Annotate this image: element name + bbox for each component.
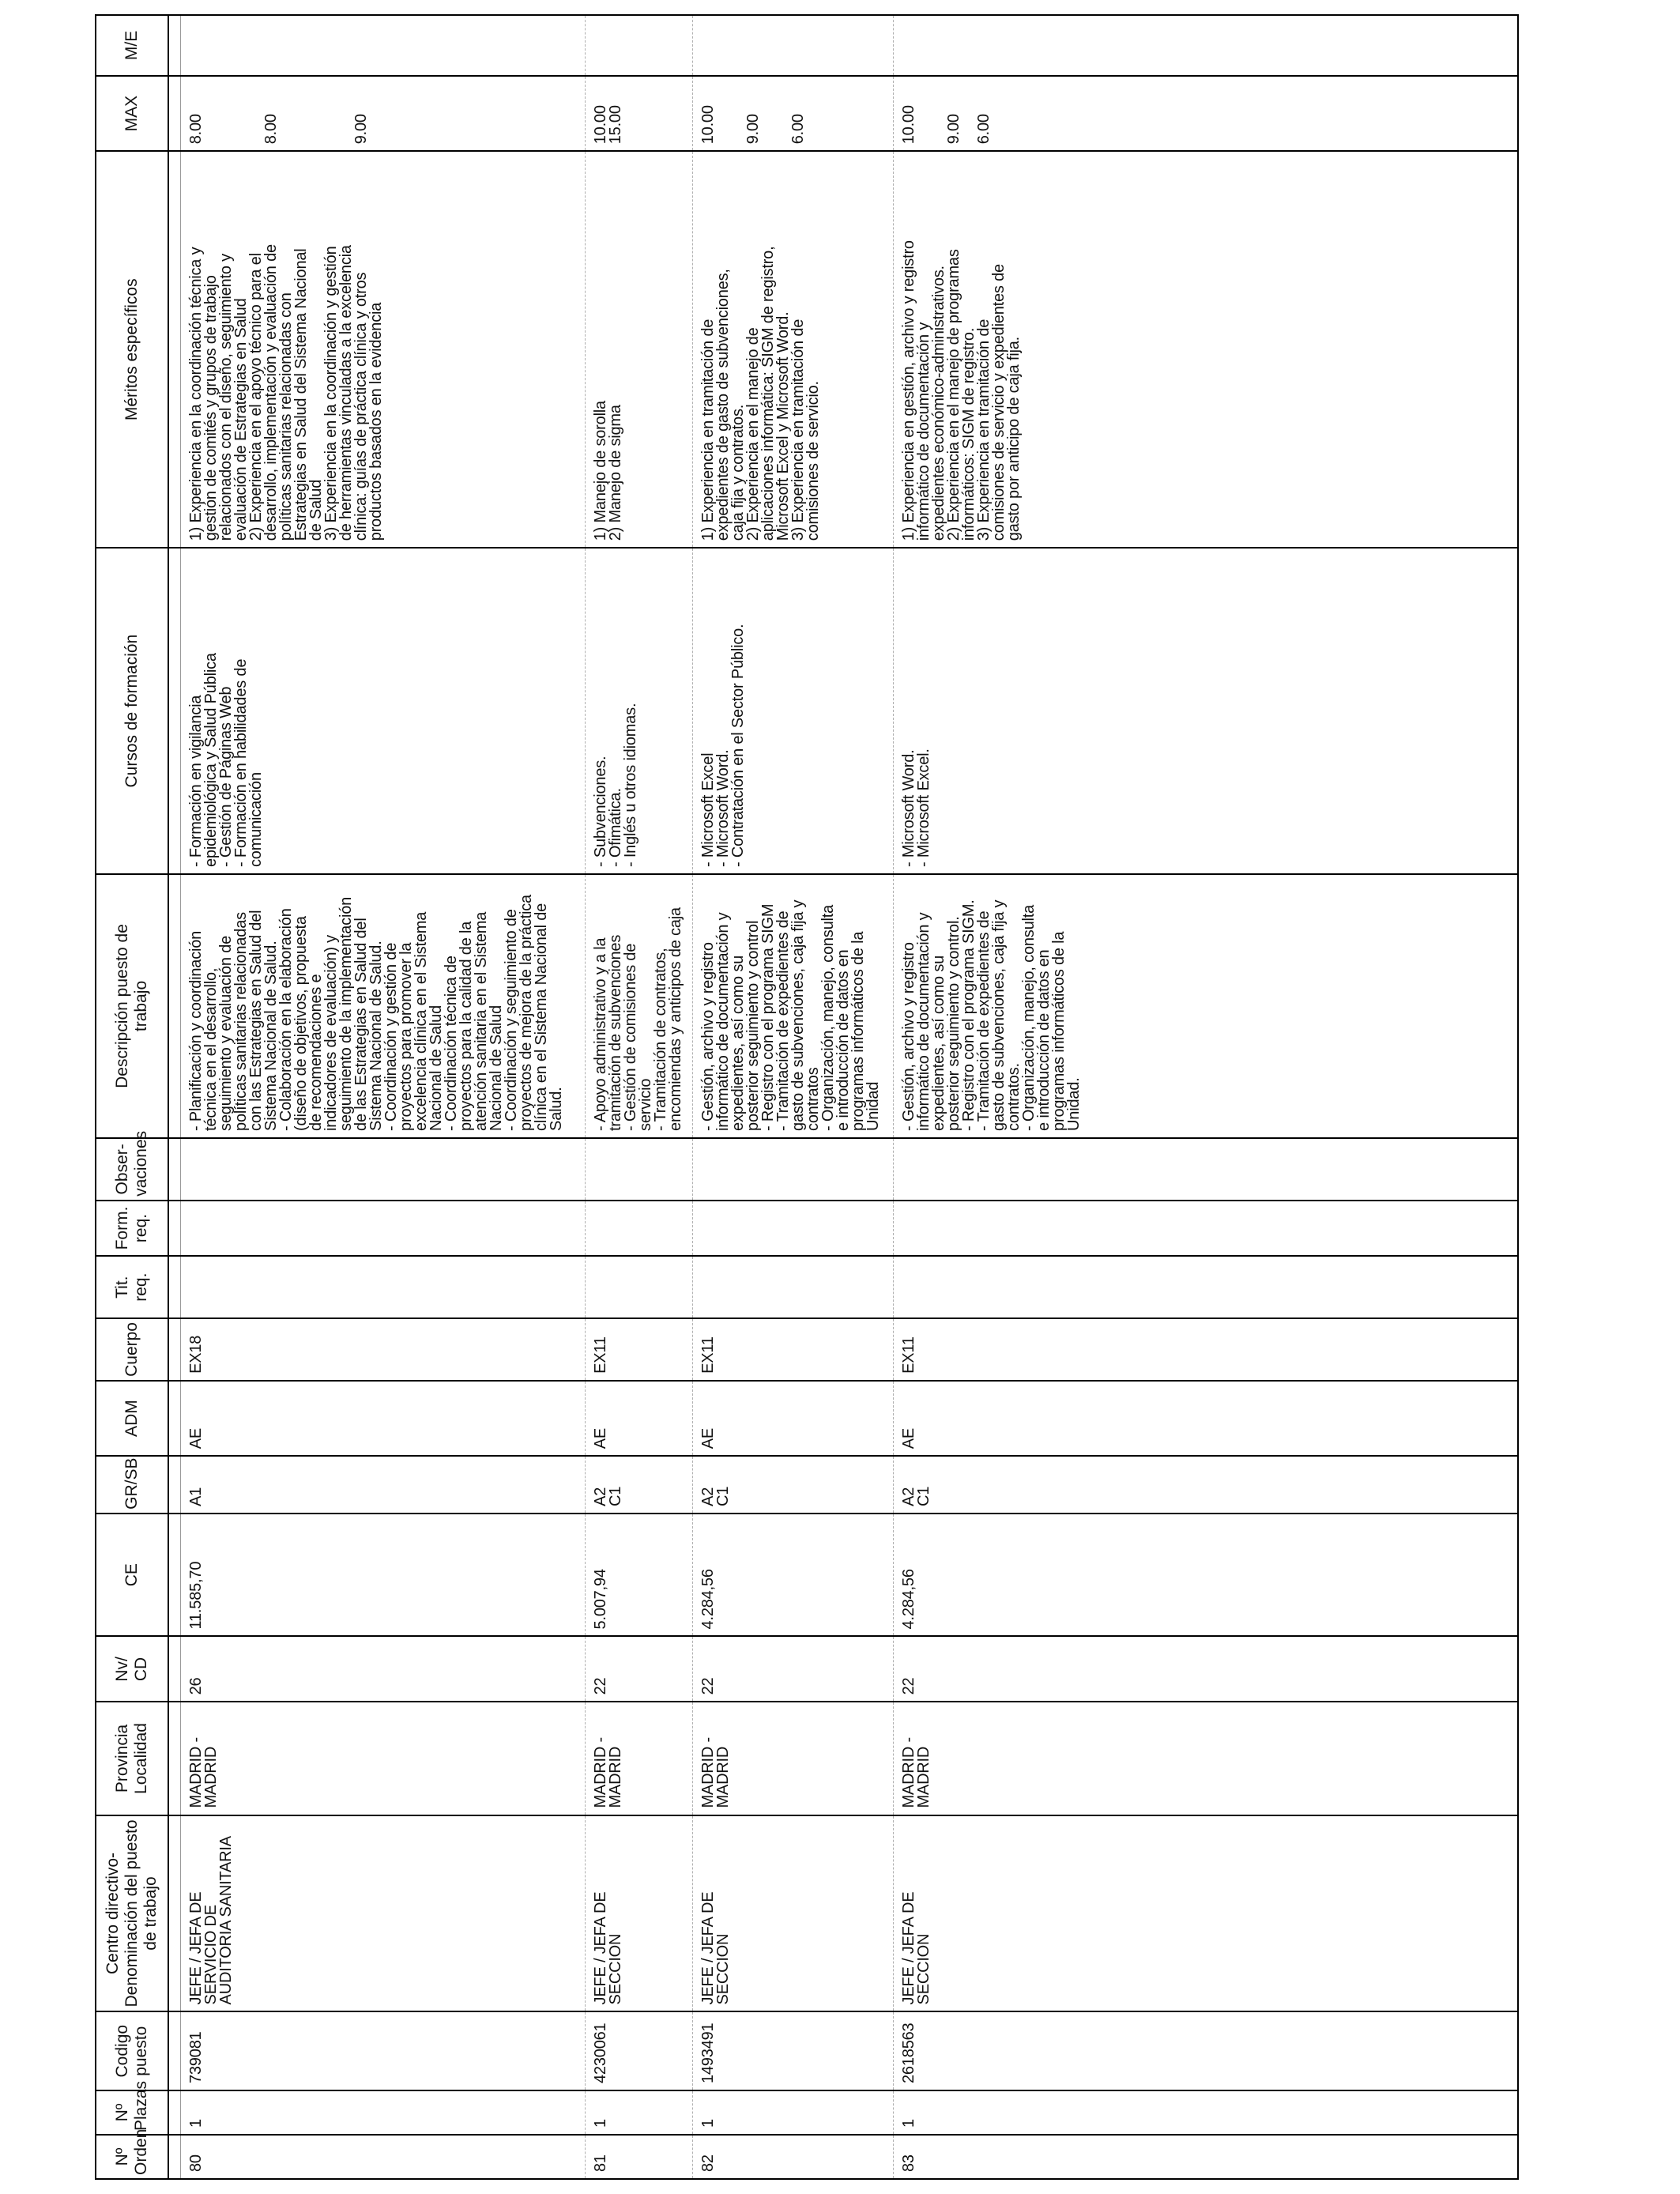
cell-desc: - Gestión, archivo y registro informático de documentación y expedientes, así como su posterior seguimiento y control. - Registro con el programa SIGM. - Tramitación de expedientes de gasto de subvenciones, caja fija y contratos. - Organización, manejo, consulta e introducción de datos en programas informáticos de la Unidad. [894, 874, 1518, 1138]
header-codigo: Codigo puesto [96, 2011, 168, 2090]
table-row [586, 15, 693, 2179]
cell-adm: AE [693, 1381, 894, 1456]
table-row [693, 15, 894, 2179]
cell-nv: 22 [894, 1636, 1518, 1702]
cell-form [894, 1201, 1518, 1257]
cell-orden: 83 [894, 2135, 1518, 2179]
header-nv: Nv/ CD [96, 1636, 168, 1702]
header-me: M/E [96, 15, 168, 76]
cell-meritos: 1) Experiencia en gestión, archivo y registro informático de documentación y expedientes económico-administrativos. 2) Experiencia en el manejo de programas informáticos: SIGM de registro. 3) Experiencia en tramitación de comisiones de servicio y expedientes de gasto por anticipo de caja fija. [894, 151, 1518, 548]
header-cuerpo: Cuerpo [96, 1318, 168, 1381]
cell-max [181, 76, 586, 151]
cell-codigo: 1493491 [693, 2011, 894, 2090]
cell-ce: 11.585,70 [181, 1514, 586, 1637]
cell-cuerpo: EX18 [181, 1318, 586, 1381]
cell-obs [693, 1138, 894, 1201]
cell-cuerpo: EX11 [894, 1318, 1518, 1381]
max-value: 9.00 [945, 114, 962, 145]
cell-form [181, 1201, 586, 1257]
cell-obs [586, 1138, 693, 1201]
table-row [894, 15, 1518, 2179]
header-provincia: Provincia Localidad [96, 1702, 168, 1815]
cell-codigo: 2618563 [894, 2011, 1518, 2090]
header-adm: ADM [96, 1381, 168, 1456]
header-desc: Descripción puesto de trabajo [96, 874, 168, 1138]
cell-provincia: MADRID - MADRID [586, 1702, 693, 1815]
header-gr: GR/SB [96, 1456, 168, 1514]
cell-ce: 5.007,94 [586, 1514, 693, 1637]
cell-plazas: 1 [693, 2090, 894, 2135]
cell-tit [181, 1256, 586, 1318]
cell-centro: JEFE / JEFA DE SECCION [586, 1815, 693, 2012]
cell-meritos: 1) Experiencia en tramitación de expedientes de gasto de subvenciones, caja fija y contratos. 2) Experiencia en el manejo de aplicaciones informática: SIGM de registro, Microsoft Excel y Microsoft Word. 3) Experiencia en tramitación de comisiones de servicio. [693, 151, 894, 548]
max-value: 9.00 [352, 114, 370, 145]
positions-table-frame [95, 14, 1573, 2180]
cell-orden: 81 [586, 2135, 693, 2179]
max-value: 6.00 [789, 114, 807, 145]
header-spacer [168, 15, 181, 2179]
cell-plazas: 1 [181, 2090, 586, 2135]
cell-cuerpo: EX11 [693, 1318, 894, 1381]
cell-gr: A2 C1 [693, 1456, 894, 1514]
cell-provincia: MADRID - MADRID [693, 1702, 894, 1815]
table-row [181, 15, 586, 2179]
cell-nv: 26 [181, 1636, 586, 1702]
cell-centro: JEFE / JEFA DE SECCION [693, 1815, 894, 2012]
cell-orden: 80 [181, 2135, 586, 2179]
cell-me [586, 15, 693, 76]
cell-tit [894, 1256, 1518, 1318]
max-value: 10.00 [699, 105, 717, 145]
header-centro: Centro directivo- Denominación del puesto de trabajo [96, 1815, 168, 2012]
cell-tit [693, 1256, 894, 1318]
max-value: 10.00 [592, 105, 609, 145]
cell-codigo: 4230061 [586, 2011, 693, 2090]
cell-meritos: 1) Manejo de sorolla 2) Manejo de sigma [586, 151, 693, 548]
cell-cursos: - Microsoft Word. - Microsoft Excel. [894, 548, 1518, 874]
header-obs: Obser- vaciones [96, 1138, 168, 1201]
header-form: Form. req. [96, 1201, 168, 1257]
cell-desc: - Planificación y coordinación técnica en el desarrollo, seguimiento y evaluación de políticas sanitarias relacionadas con las Estrategias en Salud del Sistema Nacional de Salud. - Colaboración en la elaboración (diseño de objetivos, propuesta de recomendaciones e indicadores de evaluación) y seguimiento de la implementación de las Estrategias en Salud del Sistema Nacional de Salud. - Coordinación y gestión de proyectos para promover la excelencia clínica en el Sistema Nacional de Salud - Coordinación técnica de proyectos para la calidad de la atención sanitaria en el Sistema Nacional de Salud - Coordinación y seguimiento de proyectos de mejora de la práctica clínica en el Sistema Nacional de Salud. [181, 874, 586, 1138]
header-ce: CE [96, 1514, 168, 1637]
cell-adm: AE [894, 1381, 1518, 1456]
cell-centro: JEFE / JEFA DE SERVICIO DE AUDITORIA SANITARIA [181, 1815, 586, 2012]
cell-form [693, 1201, 894, 1257]
header-cursos: Cursos de formación [96, 548, 168, 874]
cell-provincia: MADRID - MADRID [894, 1702, 1518, 1815]
header-orden: Nº Orden [96, 2135, 168, 2179]
max-value: 8.00 [187, 114, 205, 145]
cell-me [181, 15, 586, 76]
max-value: 8.00 [262, 114, 280, 145]
cell-tit [586, 1256, 693, 1318]
cell-max [693, 76, 894, 151]
cell-cursos: - Subvenciones. - Ofimática. - Inglés u otros idiomas. [586, 548, 693, 874]
cell-nv: 22 [586, 1636, 693, 1702]
max-value: 6.00 [975, 114, 993, 145]
cell-obs [181, 1138, 586, 1201]
cell-obs [894, 1138, 1518, 1201]
cell-max [586, 76, 693, 151]
cell-ce: 4.284,56 [894, 1514, 1518, 1637]
cell-plazas: 1 [894, 2090, 1518, 2135]
cell-gr: A2 C1 [586, 1456, 693, 1514]
cell-centro: JEFE / JEFA DE SECCION [894, 1815, 1518, 2012]
cell-me [894, 15, 1518, 76]
max-value: 15.00 [607, 105, 624, 145]
cell-adm: AE [181, 1381, 586, 1456]
cell-nv: 22 [693, 1636, 894, 1702]
cell-orden: 82 [693, 2135, 894, 2179]
header-tit: Tit. req. [96, 1256, 168, 1318]
header-meritos: Méritos específicos [96, 151, 168, 548]
cell-provincia: MADRID - MADRID [181, 1702, 586, 1815]
cell-meritos: 1) Experiencia en la coordinación técnica y gestión de comités y grupos de trabajo relacionados con el diseño, seguimiento y evaluación de Estrategias en Salud 2) Experiencia en el apoyo técnico para el desarrollo, implementación y evaluación de políticas sanitarias relacionadas con Estrategias en Salud del Sistema Nacional de Salud 3) Experiencia en la coordinación y gestión de herramientas vinculadas a la excelencia clínica: guías de práctica clínica y otros productos basados en la evidencia [181, 151, 586, 548]
cell-cursos: - Microsoft Excel - Microsoft Word. - Contratación en el Sector Público. [693, 548, 894, 874]
max-value: 10.00 [900, 105, 917, 145]
cell-max [894, 76, 1518, 151]
cell-ce: 4.284,56 [693, 1514, 894, 1637]
cell-gr: A2 C1 [894, 1456, 1518, 1514]
cell-form [586, 1201, 693, 1257]
cell-desc: - Gestión, archivo y registro informático de documentación y expedientes, así como su posterior seguimiento y control - Registro con el programa SIGM - Tramitación de expedientes de gasto de subvenciones, caja fija y contratos - Organización, manejo, consulta e introducción de datos en programas informáticos de la Unidad [693, 874, 894, 1138]
header-plazas: Nº Plazas [96, 2090, 168, 2135]
header-row [96, 15, 168, 2179]
positions-table [95, 14, 1519, 2180]
cell-gr: A1 [181, 1456, 586, 1514]
cell-cursos: - Formación en vigilancia epidemiológica y Salud Pública - Gestión de Páginas Web - Formación en habilidades de comunicación [181, 548, 586, 874]
cell-adm: AE [586, 1381, 693, 1456]
cell-plazas: 1 [586, 2090, 693, 2135]
header-max: MAX [96, 76, 168, 151]
max-value: 9.00 [744, 114, 762, 145]
cell-me [693, 15, 894, 76]
cell-desc: - Apoyo administrativo y a la tramitación de subvenciones - Gestión de comisiones de servicio - Tramitación de contratos, encomiendas y anticipos de caja [586, 874, 693, 1138]
cell-cuerpo: EX11 [586, 1318, 693, 1381]
cell-codigo: 739081 [181, 2011, 586, 2090]
